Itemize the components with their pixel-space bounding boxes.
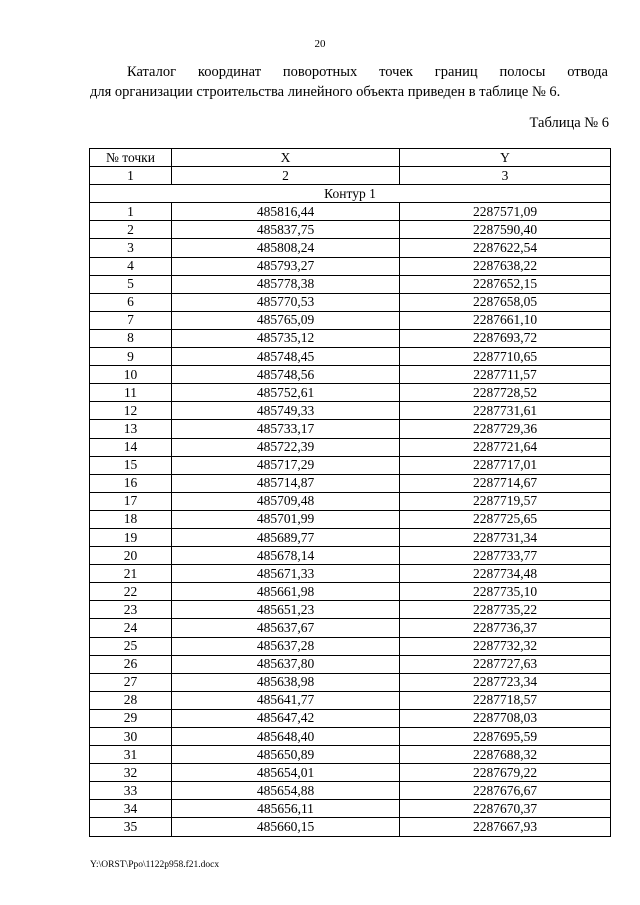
y-coordinate-cell: 2287725,65 (400, 510, 611, 528)
y-coordinate-cell: 2287717,01 (400, 456, 611, 474)
y-coordinate-cell: 2287727,63 (400, 655, 611, 673)
x-coordinate-cell: 485816,44 (172, 203, 400, 221)
y-coordinate-cell: 2287729,36 (400, 420, 611, 438)
point-number-cell: 28 (90, 691, 172, 709)
intro-line-2: для организации строительства линейного объекта приведен в таблице № 6. (90, 84, 561, 100)
table-row (90, 492, 611, 510)
point-number-cell: 32 (90, 764, 172, 782)
table-row (90, 655, 611, 673)
intro-paragraph (90, 62, 608, 102)
point-number-cell: 30 (90, 728, 172, 746)
table-row (90, 818, 611, 836)
table-row (90, 510, 611, 528)
x-coordinate-cell: 485733,17 (172, 420, 400, 438)
y-coordinate-cell: 2287723,34 (400, 673, 611, 691)
y-coordinate-cell: 2287731,61 (400, 402, 611, 420)
x-coordinate-cell: 485654,01 (172, 764, 400, 782)
y-coordinate-cell: 2287711,57 (400, 366, 611, 384)
y-coordinate-cell: 2287734,48 (400, 565, 611, 583)
table-row (90, 619, 611, 637)
point-number-cell: 17 (90, 492, 172, 510)
x-coordinate-cell: 485778,38 (172, 275, 400, 293)
point-number-cell: 7 (90, 311, 172, 329)
point-number-cell: 15 (90, 456, 172, 474)
table-row (90, 691, 611, 709)
point-number-cell: 21 (90, 565, 172, 583)
x-coordinate-cell: 485638,98 (172, 673, 400, 691)
table-row (90, 293, 611, 311)
y-coordinate-cell: 2287719,57 (400, 492, 611, 510)
table-row (90, 402, 611, 420)
y-coordinate-cell: 2287735,22 (400, 601, 611, 619)
table-row (90, 438, 611, 456)
point-number-cell: 13 (90, 420, 172, 438)
y-coordinate-cell: 2287622,54 (400, 239, 611, 257)
x-coordinate-cell: 485717,29 (172, 456, 400, 474)
y-coordinate-cell: 2287731,34 (400, 528, 611, 546)
y-coordinate-cell: 2287667,93 (400, 818, 611, 836)
column-number-2: 2 (172, 167, 400, 185)
point-number-cell: 11 (90, 384, 172, 402)
table-row (90, 221, 611, 239)
table-row (90, 257, 611, 275)
table-row (90, 764, 611, 782)
y-coordinate-cell: 2287721,64 (400, 438, 611, 456)
x-coordinate-cell: 485660,15 (172, 818, 400, 836)
x-coordinate-cell: 485637,67 (172, 619, 400, 637)
point-number-cell: 2 (90, 221, 172, 239)
table-row (90, 456, 611, 474)
coordinates-table (89, 148, 611, 837)
y-coordinate-cell: 2287718,57 (400, 691, 611, 709)
point-number-cell: 1 (90, 203, 172, 221)
column-numbers-row (90, 167, 611, 185)
x-coordinate-cell: 485749,33 (172, 402, 400, 420)
column-number-3: 3 (400, 167, 611, 185)
header-y: Y (400, 149, 611, 167)
column-number-1: 1 (90, 167, 172, 185)
table-row (90, 348, 611, 366)
table-header-row (90, 149, 611, 167)
x-coordinate-cell: 485651,23 (172, 601, 400, 619)
point-number-cell: 4 (90, 257, 172, 275)
y-coordinate-cell: 2287695,59 (400, 728, 611, 746)
y-coordinate-cell: 2287661,10 (400, 311, 611, 329)
point-number-cell: 22 (90, 583, 172, 601)
point-number-cell: 27 (90, 673, 172, 691)
point-number-cell: 24 (90, 619, 172, 637)
table-row (90, 728, 611, 746)
point-number-cell: 8 (90, 329, 172, 347)
x-coordinate-cell: 485641,77 (172, 691, 400, 709)
y-coordinate-cell: 2287658,05 (400, 293, 611, 311)
table-row (90, 637, 611, 655)
x-coordinate-cell: 485689,77 (172, 528, 400, 546)
table-row (90, 673, 611, 691)
y-coordinate-cell: 2287732,32 (400, 637, 611, 655)
table-row (90, 800, 611, 818)
table-row (90, 746, 611, 764)
x-coordinate-cell: 485661,98 (172, 583, 400, 601)
table-row (90, 709, 611, 727)
point-number-cell: 26 (90, 655, 172, 673)
x-coordinate-cell: 485748,56 (172, 366, 400, 384)
table-row (90, 366, 611, 384)
x-coordinate-cell: 485709,48 (172, 492, 400, 510)
intro-line-1: Каталог координат поворотных точек границ полосы отвода (127, 64, 608, 80)
y-coordinate-cell: 2287710,65 (400, 348, 611, 366)
y-coordinate-cell: 2287708,03 (400, 709, 611, 727)
section-row (90, 185, 611, 203)
table-row (90, 583, 611, 601)
file-path-footer: Y:\ORST\Ppo\1122p958.f21.docx (90, 860, 220, 870)
point-number-cell: 12 (90, 402, 172, 420)
x-coordinate-cell: 485748,45 (172, 348, 400, 366)
table-row (90, 203, 611, 221)
table-row (90, 601, 611, 619)
y-coordinate-cell: 2287714,67 (400, 474, 611, 492)
point-number-cell: 14 (90, 438, 172, 456)
point-number-cell: 29 (90, 709, 172, 727)
point-number-cell: 34 (90, 800, 172, 818)
point-number-cell: 25 (90, 637, 172, 655)
point-number-cell: 5 (90, 275, 172, 293)
x-coordinate-cell: 485765,09 (172, 311, 400, 329)
y-coordinate-cell: 2287733,77 (400, 547, 611, 565)
x-coordinate-cell: 485735,12 (172, 329, 400, 347)
point-number-cell: 35 (90, 818, 172, 836)
x-coordinate-cell: 485837,75 (172, 221, 400, 239)
y-coordinate-cell: 2287728,52 (400, 384, 611, 402)
point-number-cell: 23 (90, 601, 172, 619)
point-number-cell: 9 (90, 348, 172, 366)
y-coordinate-cell: 2287679,22 (400, 764, 611, 782)
point-number-cell: 6 (90, 293, 172, 311)
point-number-cell: 18 (90, 510, 172, 528)
y-coordinate-cell: 2287571,09 (400, 203, 611, 221)
x-coordinate-cell: 485637,80 (172, 655, 400, 673)
x-coordinate-cell: 485656,11 (172, 800, 400, 818)
table-row (90, 547, 611, 565)
x-coordinate-cell: 485808,24 (172, 239, 400, 257)
table-row (90, 275, 611, 293)
point-number-cell: 20 (90, 547, 172, 565)
table-row (90, 420, 611, 438)
table-row (90, 384, 611, 402)
x-coordinate-cell: 485647,42 (172, 709, 400, 727)
header-x: X (172, 149, 400, 167)
y-coordinate-cell: 2287693,72 (400, 329, 611, 347)
page-number: 20 (314, 38, 326, 50)
x-coordinate-cell: 485701,99 (172, 510, 400, 528)
y-coordinate-cell: 2287736,37 (400, 619, 611, 637)
point-number-cell: 19 (90, 528, 172, 546)
x-coordinate-cell: 485650,89 (172, 746, 400, 764)
x-coordinate-cell: 485722,39 (172, 438, 400, 456)
header-point-number: № точки (90, 149, 172, 167)
section-title: Контур 1 (90, 185, 611, 203)
y-coordinate-cell: 2287638,22 (400, 257, 611, 275)
y-coordinate-cell: 2287735,10 (400, 583, 611, 601)
x-coordinate-cell: 485671,33 (172, 565, 400, 583)
point-number-cell: 33 (90, 782, 172, 800)
x-coordinate-cell: 485637,28 (172, 637, 400, 655)
table-row (90, 565, 611, 583)
x-coordinate-cell: 485770,53 (172, 293, 400, 311)
point-number-cell: 10 (90, 366, 172, 384)
y-coordinate-cell: 2287590,40 (400, 221, 611, 239)
table-row (90, 528, 611, 546)
x-coordinate-cell: 485793,27 (172, 257, 400, 275)
y-coordinate-cell: 2287652,15 (400, 275, 611, 293)
y-coordinate-cell: 2287676,67 (400, 782, 611, 800)
point-number-cell: 16 (90, 474, 172, 492)
x-coordinate-cell: 485678,14 (172, 547, 400, 565)
x-coordinate-cell: 485752,61 (172, 384, 400, 402)
table-row (90, 311, 611, 329)
point-number-cell: 3 (90, 239, 172, 257)
table-row (90, 239, 611, 257)
table-row (90, 329, 611, 347)
x-coordinate-cell: 485714,87 (172, 474, 400, 492)
y-coordinate-cell: 2287670,37 (400, 800, 611, 818)
point-number-cell: 31 (90, 746, 172, 764)
y-coordinate-cell: 2287688,32 (400, 746, 611, 764)
table-row (90, 474, 611, 492)
x-coordinate-cell: 485654,88 (172, 782, 400, 800)
table-row (90, 782, 611, 800)
x-coordinate-cell: 485648,40 (172, 728, 400, 746)
table-caption: Таблица № 6 (529, 115, 609, 131)
